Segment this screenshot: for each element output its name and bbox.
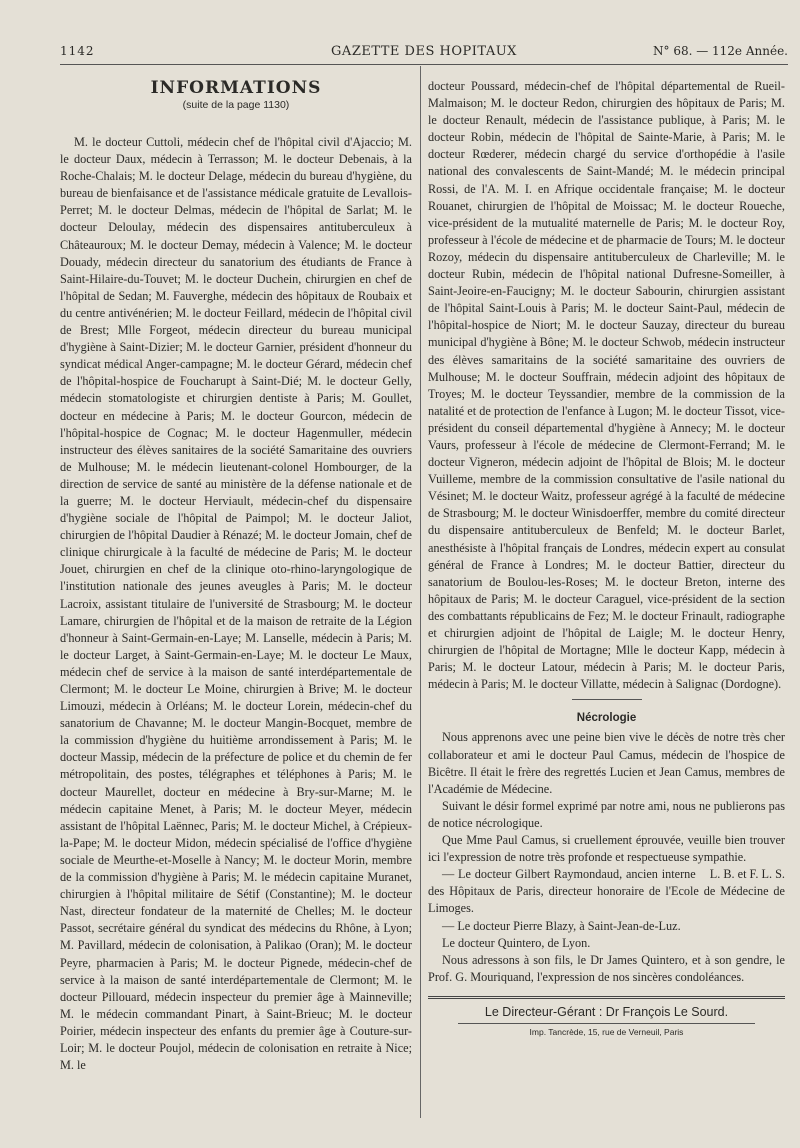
informations-title: INFORMATIONS bbox=[150, 78, 322, 98]
header-rule bbox=[60, 64, 788, 65]
necrologie-title: Nécrologie bbox=[576, 712, 637, 725]
necrologie-paragraph: Nous adressons à son fils, le Dr James Quintero, et à son gendre, le Prof. G. Mouriquand, l'expression de nos sincères condoléances. bbox=[428, 952, 785, 984]
necrologie-paragraph: Le docteur Quintero, de Lyon. bbox=[442, 935, 591, 950]
page-number: 1142 bbox=[60, 44, 95, 58]
issue-number: N° 68. — 112e Année. bbox=[653, 44, 788, 58]
necrologie-text: Que Mme Paul Camus, si cruellement éprouvée, veuille bien trouver ici l'expression de notre très profonde et respectueuse sympathie. bbox=[428, 833, 785, 865]
informations-subtitle: (suite de la page 1130) bbox=[182, 99, 290, 111]
necrologie-paragraph: — Le docteur Gilbert Raymondaud, ancien interne des Hôpitaux de Paris, directeur honoraire de l'Ecole de Médecine de Limoges. bbox=[428, 867, 785, 916]
informations-text-right: docteur Poussard, médecin-chef de l'hôpital départemental de Rueil-Malmaison; M. le docteur Redon, chirurgien des hôpitaux de Paris; M. le docteur Renault, médecin de l'assistance publique, à Paris; M. le docteur Robin, médecin de l'hôpital de Sainte-Marie, à Paris; M. le docteur Rœderer, médecin chargé du service d'orthopédie à l'asile national des convalescents de Saint-Mandé; M. le médecin principal Rossi, de l'A. M. I. en Afrique occidentale française; M. le docteur Rouanet, chirurgien de l'hôpital de Moissac; M. le docteur Roueche, vice-président de la mutualité maternelle de Paris; M. le docteur Roy, professeur à l'école de médecine et de pharmacie de Tours; M. le docteur Rozoy, médecin du dispensaire antituberculeux de Charleville; M. le docteur Rubin, médecin de l'hôpital national Dufresne-Someiller, à Saint-Jeoire-en-Faucigny; M. le docteur Sabourin, chirurgien assistant de l'hôpital Saint-Louis à Paris; M. le docteur Saint-Paul, médecin de l'hôpital-hospice de Niort; M. le docteur Sauzay, directeur du bureau municipal d'hygiène à Bône; M. le docteur Schwob, médecin instructeur des élèves samaritains de la société samaritaine des ouvriers de Mulhouse; M. le docteur Souffrain, médecin adjoint des hôpitaux de Troyes; M. le docteur Teyssandier, membre de la commission de la natalité et de protection de l'enfance à Lugon; M. le docteur Tissot, vice-président du conseil départemental d'hygiène à Annecy; M. le docteur Vaurs, professeur à l'école de médecine de Clermont-Ferrand; M. le docteur Vigneron, médecin adjoint de l'hôpital de Blois; M. le docteur Vuilleme, membre de la commission consultative de l'asile national du Vésinet; M. le docteur Waitz, professeur agrégé à la faculté de médecine de Strasbourg; M. le docteur Winisdoerffer, membre du comité directeur du dispensaire antituberculeux de Benfeld; M. le docteur Barlet, anesthésiste à l'hôpital français de Londres, médecin expert au consulat général de France à Londres; M. le docteur Battier, directeur du sanatorium de Boulou-les-Roses; M. le docteur Breton, interne des hôpitaux de Paris; M. le docteur Caraguel, vice-président de la section des combattants républicains de Fez; M. le docteur Frinault, radiographe et chirurgien adjoint de l'hôpital de Laigle; M. le docteur Henry, chirurgien de l'hôpital de Mortagne; Mlle le docteur Kapp, médecin à Paris; M. le docteur Latour, médecin à Paris; M. le docteur Paris, médecin à Paris; M. le docteur Villatte, médecin à Salignac (Dordogne). bbox=[428, 79, 785, 692]
director-line: Le Directeur-Gérant : Dr François Le Sourd. bbox=[484, 1004, 729, 1019]
right-column bbox=[428, 78, 785, 1038]
left-column bbox=[60, 78, 412, 1074]
running-header bbox=[60, 44, 788, 62]
column-divider bbox=[420, 66, 421, 1118]
footer-rule bbox=[428, 996, 785, 999]
imprint-line: Imp. Tancrède, 15, rue de Verneuil, Paris bbox=[529, 1026, 684, 1037]
journal-title: GAZETTE DES HOPITAUX bbox=[331, 44, 517, 59]
imprint-rule bbox=[458, 1023, 755, 1024]
necrologie-paragraph: Nous apprenons avec une peine bien vive le décès de notre très cher collaborateur et ami le docteur Paul Camus, médecin de l'hospice de Bicêtre. Il était le frère des regrettés Lucien et Jean Camus, membres de l'Académie de Médecine. bbox=[428, 730, 785, 796]
necrologie-paragraph bbox=[428, 832, 785, 882]
necrologie-paragraph: — Le docteur Pierre Blazy, à Saint-Jean-de-Luz. bbox=[442, 918, 681, 933]
section-rule bbox=[572, 699, 642, 700]
signature: L. B. et F. L. S. bbox=[709, 867, 785, 882]
necrologie-paragraph: Suivant le désir formel exprimé par notre ami, nous ne publierons pas de notice nécrologique. bbox=[428, 798, 785, 830]
informations-text-left: M. le docteur Cuttoli, médecin chef de l'hôpital civil d'Ajaccio; M. le docteur Daux, médecin à Terrasson; M. le docteur Debenais, à la Roche-Chalais; M. le docteur Delage, médecin du bureau d'hygiène, du bureau de bienfaisance et de l'assistance médicale gratuite de Levallois-Perret; M. le docteur Delmas, médecin de l'hôpital de Sarlat; M. le docteur Deloulay, médecin des dispensaires antituberculeux à Châteauroux; M. le docteur Demay, médecin à Valence; M. le docteur Douady, médecin directeur du sanatorium des étudiants de France à Saint-Hilaire-du-Touvet; M. le docteur Duchein, chirurgien en chef de l'hôpital de Sedan; M. Fauverghe, médecin des hôpitaux de Roubaix et du centre antivénérien; M. le docteur Feillard, médecin de l'hôpital civil de Brest; Mlle Forgeot, médecin directeur du bureau municipal d'hygiène à Saint-Dizier; M. le docteur Garnier, président d'honneur du syndicat médical Anger-campagne; M. le docteur Gérard, médecin chef de l'hôpital-hospice de Foucharupt à Saint-Dié; M. le docteur Gelly, médecin stomatologiste et chirurgien dentiste à Paris; M. Goullet, docteur en médecine à Paris; M. le docteur Gourcon, médecin de l'hôpital-hospice de Cognac; M. le docteur Hagenmuller, médecin instructeur des élèves sanitaires de la société Samaritaine des ouvriers de Mulhouse; M. le médecin lieutenant-colonel Hombourger, de la direction de service de santé au ministère de la défense nationale et de la guerre; M. le docteur Herviault, médecin-chef du dispensaire d'hygiène sociale de l'hôpital de Paimpol; M. le docteur Jaliot, chirurgien de l'hôpital Daudier à Rénazé; M. le docteur Jomain, chef de clinique chirurgicale à la faculté de médecine de Paris; M. le docteur Jouet, chirurgien en chef de la clinique oto-rhino-laryngologique de l'institution nationale des jeunes aveugles à Paris; M. le docteur Lacroix, assistant titulaire de l'université de Strasbourg; M. le docteur Lamare, chirurgien de l'hôpital et de la maison de retraite de la Légion d'honneur à Saint-Germain-en-Laye; M. Lanselle, médecin à Paris; M. le docteur Larget, à Saint-Germain-en-Laye; M. le docteur Le Maux, médecin chef de service à la maison de santé interdépartementale de Clermont; M. le docteur Le Moine, chirurgien à Brive; M. le docteur Limouzi, médecin à Orléans; M. le docteur Lorein, médecin-chef du sanatorium de Chavanne; M. le docteur Mangin-Bocquet, membre de la commission d'hygiène du huitième arrondissement à Paris; M. le docteur Massip, médecin de la préfecture de police et du chemin de fer métropolitain, des postes, télégraphes et téléphones à Paris; M. le docteur Maurellet, docteur en médecine à Bry-sur-Marne; M. le médecin capitaine Menet, à Paris; M. le docteur Meyer, médecin assistant de l'hôpital Laënnec, Paris; M. le docteur Michel, à Crépieux-la-Pape; M. le docteur Midon, médecin spécialisé de l'office d'hygiène sociale de Meurthe-et-Moselle à Nancy; M. le docteur Morin, membre de la commission d'hygiène à Paris; M. le médecin capitaine Muranet, chirurgien à l'hôpital militaire de Sétif (Constantine); M. le docteur Nast, directeur fondateur de la maternité de Chelles; M. le docteur Passot, secrétaire général du syndicat des médecins du Rhône, à Lyon; M. Pavillard, médecin de colonisation, à Palikao (Oran); M. le docteur Peyre, pharmacien à Paris; M. le docteur Pignede, médecin-chef de service à la maison de santé interdépartementale de Clermont; M. le docteur Pillouard, médecin inspecteur du premier âge à Mainneville; M. le médecin commandant Pinart, à Saint-Brieuc; M. le docteur Poirier, médecin inspecteur des enfants du premier âge à Couture-sur-Loir; M. le docteur Poujol, médecin de colonisation en retraite à Nice; M. le bbox=[60, 135, 412, 1073]
